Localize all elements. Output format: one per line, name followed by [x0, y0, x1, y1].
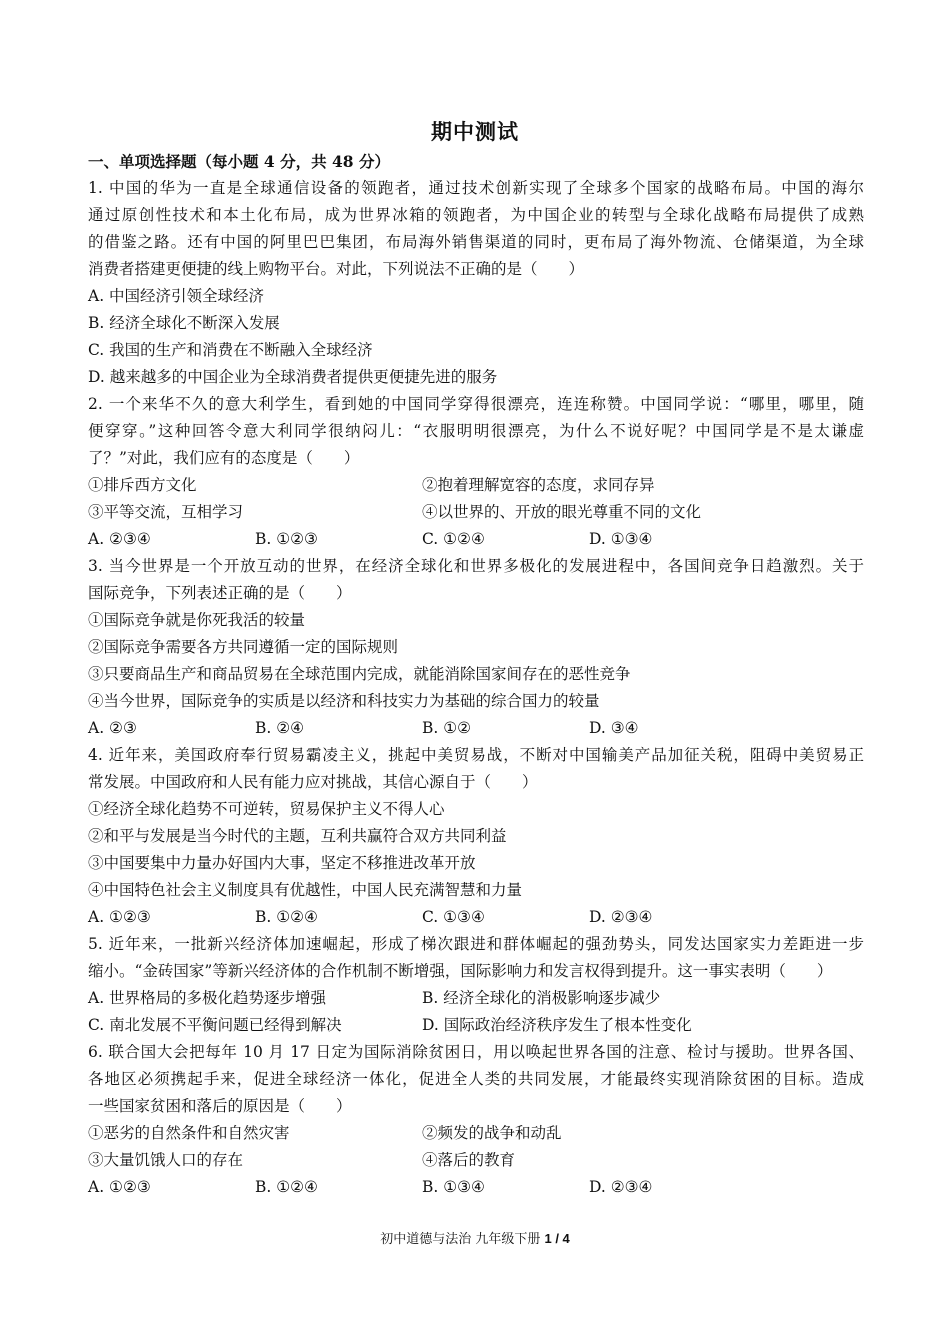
- question-stem-line: 各地区必须携起手来，促进全球经济一体化，促进全人类的共同发展，才能最终实现消除贫困的目标。造成: [88, 1070, 864, 1088]
- option-row: [88, 526, 864, 553]
- option-row: [88, 715, 864, 742]
- question-6: [88, 1039, 864, 1201]
- question-stem-line: 常发展。中国政府和人民有能力应对挑战，其信心源自于（ ）: [88, 773, 538, 791]
- question-stem-line: 2. 一个来华不久的意大利学生，看到她的中国同学穿得很漂亮，连连称赞。中国同学说：“哪里，哪里，随: [88, 395, 864, 413]
- page-number: 1 / 4: [544, 1231, 570, 1246]
- question-3: [88, 553, 864, 742]
- question-stem-line: 3. 当今世界是一个开放互动的世界，在经济全球化和世界多极化的发展进程中，各国间竞争日趋激烈。关于: [88, 557, 864, 575]
- option-d: D. ②③④: [589, 1178, 653, 1196]
- option-a: A. ②③: [88, 719, 137, 737]
- question-stem-line: 6. 联合国大会把每年 10 月 17 日定为国际消除贫困日，用以唤起世界各国的注意、检讨与援助。世界各国、: [88, 1043, 864, 1061]
- statement-row: [88, 1147, 864, 1174]
- option-row: [88, 1012, 864, 1039]
- option-row: [88, 904, 864, 931]
- statement-item: ④以世界的、开放的眼光尊重不同的文化: [422, 503, 702, 521]
- page-footer: [0, 1228, 950, 1247]
- statement-item: ①排斥西方文化: [88, 476, 197, 494]
- option-c: B. ①③④: [422, 1178, 485, 1196]
- question-stem-line: 的借鉴之路。还有中国的阿里巴巴集团，布局海外销售渠道的同时，更布局了海外物流、仓储渠道，为全球: [88, 233, 864, 251]
- option-d: D. ③④: [589, 719, 639, 737]
- question-stem-line: 4. 近年来，美国政府奉行贸易霸凌主义，挑起中美贸易战，不断对中国输美产品加征关税，阻碍中美贸易正: [88, 746, 864, 764]
- option-a: A. ①②③: [88, 908, 151, 926]
- question-stem-line: 便穿穿。”这种回答令意大利同学很纳闷儿：“衣服明明很漂亮，为什么不说好呢？中国同学是不是太谦虚: [88, 422, 864, 440]
- question-stem-line: 国际竞争，下列表述正确的是（ ）: [88, 584, 352, 602]
- question-2: [88, 391, 864, 553]
- option-row: [88, 985, 864, 1012]
- statement-row: [88, 499, 864, 526]
- statement-item: ③大量饥饿人口的存在: [88, 1151, 244, 1169]
- question-stem-line: 一些国家贫困和落后的原因是（ ）: [88, 1097, 352, 1115]
- statement-item: ②和平与发展是当今时代的主题，互利共赢符合双方共同利益: [88, 827, 507, 845]
- statement-item: ④落后的教育: [422, 1151, 516, 1169]
- question-stem-line: 缩小。“金砖国家”等新兴经济体的合作机制不断增强，国际影响力和发言权得到提升。这一事实表明（ ）: [88, 962, 833, 980]
- statement-item: ③平等交流，互相学习: [88, 503, 244, 521]
- option-b: B. ①②④: [255, 1178, 318, 1196]
- question-stem-line: 了？”对此，我们应有的态度是（ ）: [88, 449, 360, 467]
- option-b: B. 经济全球化的消极影响逐步减少: [422, 989, 661, 1007]
- statement-row: [88, 1120, 864, 1147]
- statement-item: ④当今世界，国际竞争的实质是以经济和科技实力为基础的综合国力的较量: [88, 692, 600, 710]
- question-5: [88, 931, 864, 1039]
- question-stem-line: 通过原创性技术和本土化布局，成为世界冰箱的领跑者，为中国企业的转型与全球化战略布局提供了成熟: [88, 206, 864, 224]
- question-stem-line: 1. 中国的华为一直是全球通信设备的领跑者，通过技术创新实现了全球多个国家的战略布局。中国的海尔: [88, 179, 864, 197]
- statement-item: ①恶劣的自然条件和自然灾害: [88, 1124, 290, 1142]
- option-b: B. ①②③: [255, 530, 318, 548]
- question-stem-line: 5. 近年来，一批新兴经济体加速崛起，形成了梯次跟进和群体崛起的强劲势头，同发达国家实力差距进一步: [88, 935, 864, 953]
- option-a: A. 世界格局的多极化趋势逐步增强: [88, 989, 327, 1007]
- option-a: A. 中国经济引领全球经济: [88, 287, 265, 305]
- statement-item: ③中国要集中力量办好国内大事，坚定不移推进改革开放: [88, 854, 476, 872]
- section-heading: 一、单项选择题（每小题 4 分，共 48 分）: [88, 152, 390, 171]
- exam-content: [88, 148, 864, 1201]
- option-d: D. ②③④: [589, 908, 653, 926]
- statement-item: ④中国特色社会主义制度具有优越性，中国人民充满智慧和力量: [88, 881, 523, 899]
- statement-item: ②抱着理解宽容的态度，求同存异: [422, 476, 655, 494]
- statement-item: ②国际竞争需要各方共同遵循一定的国际规则: [88, 638, 399, 656]
- statement-item: ①经济全球化趋势不可逆转，贸易保护主义不得人心: [88, 800, 445, 818]
- option-c: C. ①③④: [422, 908, 485, 926]
- option-d: D. ①③④: [589, 530, 653, 548]
- question-1: [88, 175, 864, 391]
- statement-item: ③只要商品生产和商品贸易在全球范围内完成，就能消除国家间存在的恶性竞争: [88, 665, 631, 683]
- option-d: D. 国际政治经济秩序发生了根本性变化: [422, 1016, 692, 1034]
- option-c: B. ①②: [422, 719, 472, 737]
- option-c: C. ①②④: [422, 530, 485, 548]
- option-b: B. ②④: [255, 719, 305, 737]
- option-b: B. 经济全球化不断深入发展: [88, 314, 280, 332]
- statement-row: [88, 472, 864, 499]
- option-a: A. ②③④: [88, 530, 151, 548]
- page-title: 期中测试: [431, 119, 519, 144]
- question-stem-line: 消费者搭建更便捷的线上购物平台。对此，下列说法不正确的是（ ）: [88, 260, 585, 278]
- option-c: C. 我国的生产和消费在不断融入全球经济: [88, 341, 373, 359]
- option-c: C. 南北发展不平衡问题已经得到解决: [88, 1016, 342, 1034]
- option-d: D. 越来越多的中国企业为全球消费者提供更便捷先进的服务: [88, 368, 498, 386]
- option-row: [88, 1174, 864, 1201]
- option-a: A. ①②③: [88, 1178, 151, 1196]
- footer-subject: 初中道德与法治 九年级下册: [380, 1232, 541, 1247]
- statement-item: ②频发的战争和动乱: [422, 1124, 562, 1142]
- option-b: B. ①②④: [255, 908, 318, 926]
- statement-item: ①国际竞争就是你死我活的较量: [88, 611, 306, 629]
- question-4: [88, 742, 864, 931]
